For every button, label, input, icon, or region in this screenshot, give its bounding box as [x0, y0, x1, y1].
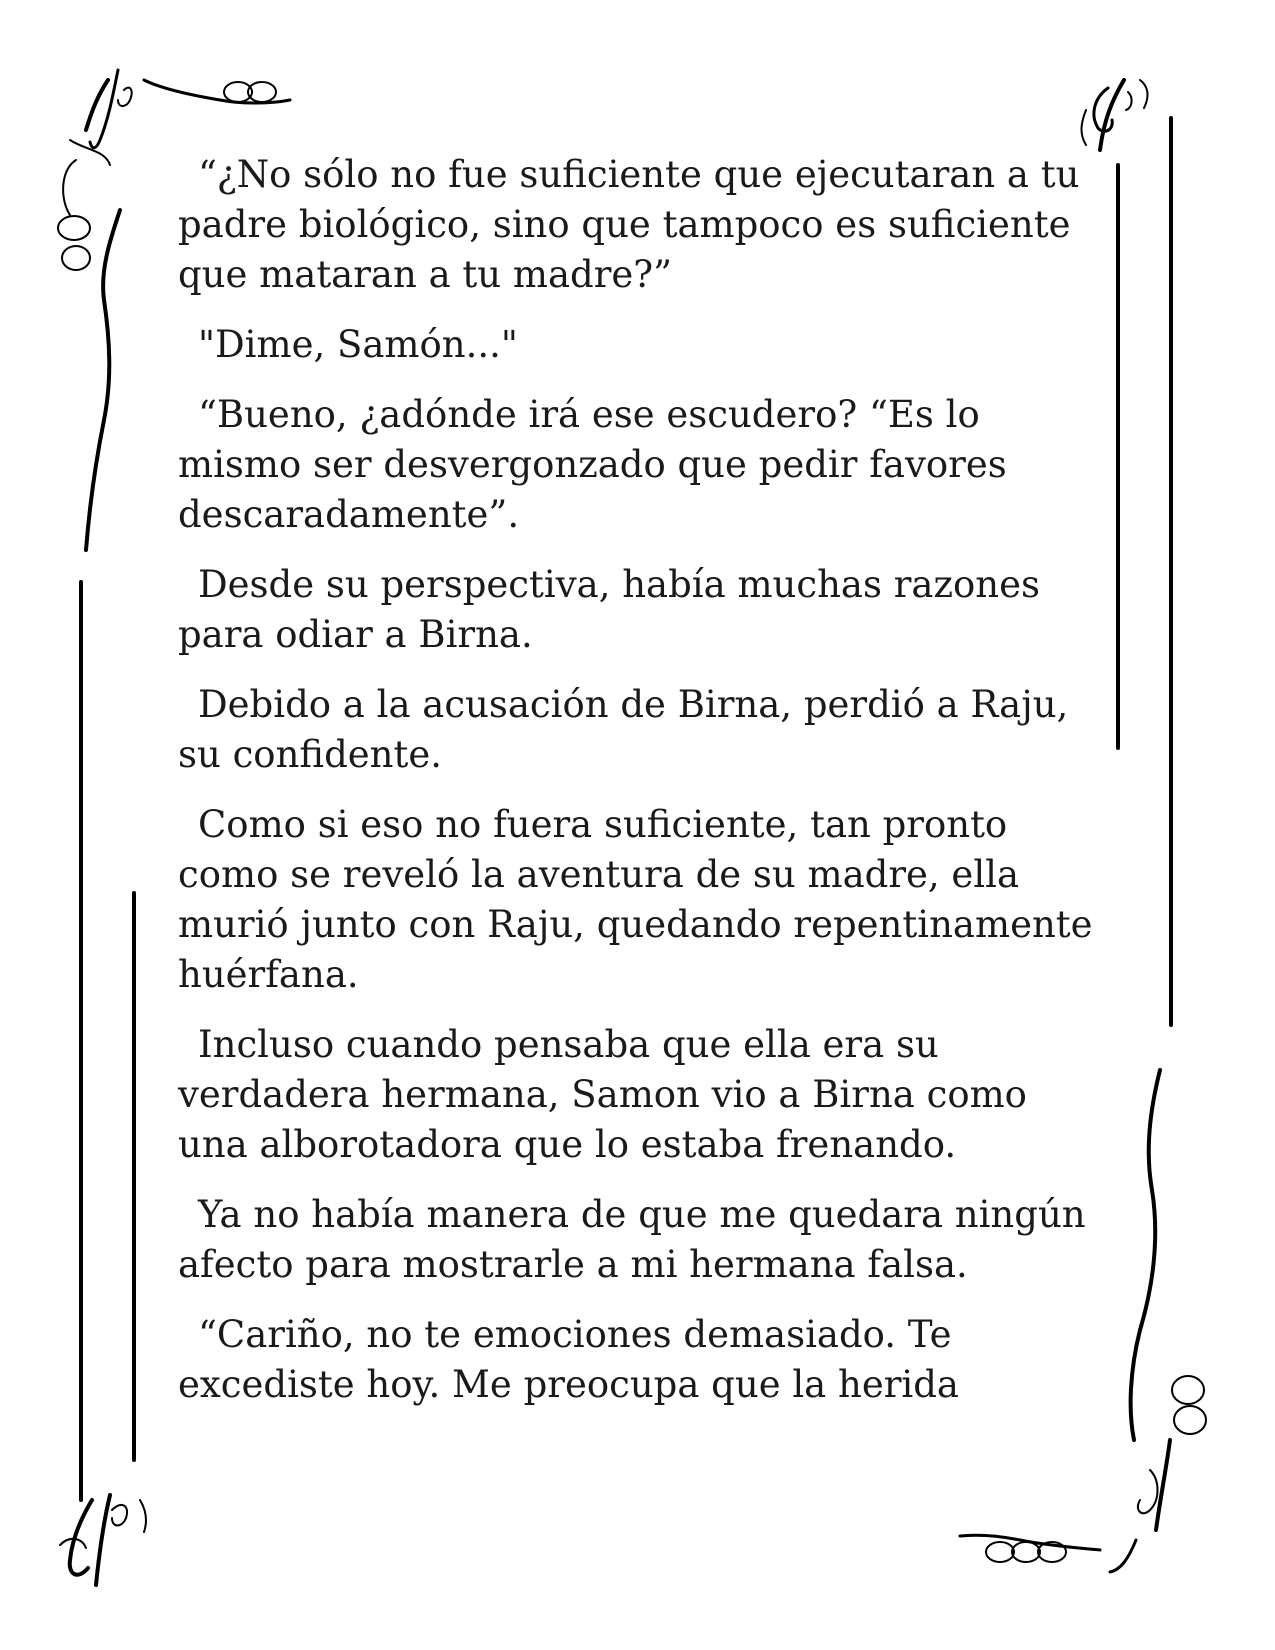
- paragraph-8: Ya no había manera de que me quedara ningún afecto para mostrarle a mi hermana falsa.: [178, 1193, 1086, 1286]
- paragraph-9: “Cariño, no te emociones demasiado. Te excediste hoy. Me preocupa que la herida: [178, 1313, 959, 1406]
- top-right-flourish: [1082, 80, 1148, 150]
- paragraph-5: Debido a la acusación de Birna, perdió a Raju, su confidente.: [178, 683, 1069, 776]
- paragraph-7: Incluso cuando pensaba que ella era su verdadera hermana, Samon vio a Birna como una alborotadora que lo estaba frenando.: [178, 1023, 1027, 1166]
- paragraph-3: “Bueno, ¿adónde irá ese escudero? “Es lo mismo ser desvergonzado que pedir favores descaradamente”.: [178, 393, 1007, 536]
- bottom-left-flourish: [60, 1495, 146, 1585]
- paragraph-6: Como si eso no fuera suficiente, tan pronto como se reveló la aventura de su madre, ella murió junto con Raju, quedando repentinamente huérfana.: [178, 803, 1093, 996]
- page-text: [178, 150, 1098, 1430]
- paragraph-4: Desde su perspectiva, había muchas razones para odiar a Birna.: [178, 563, 1040, 656]
- paragraph-2: "Dime, Samón...": [198, 323, 518, 366]
- paragraph-1: “¿No sólo no fue suficiente que ejecutaran a tu padre biológico, sino que tampoco es suficiente que mataran a tu madre?”: [178, 153, 1080, 296]
